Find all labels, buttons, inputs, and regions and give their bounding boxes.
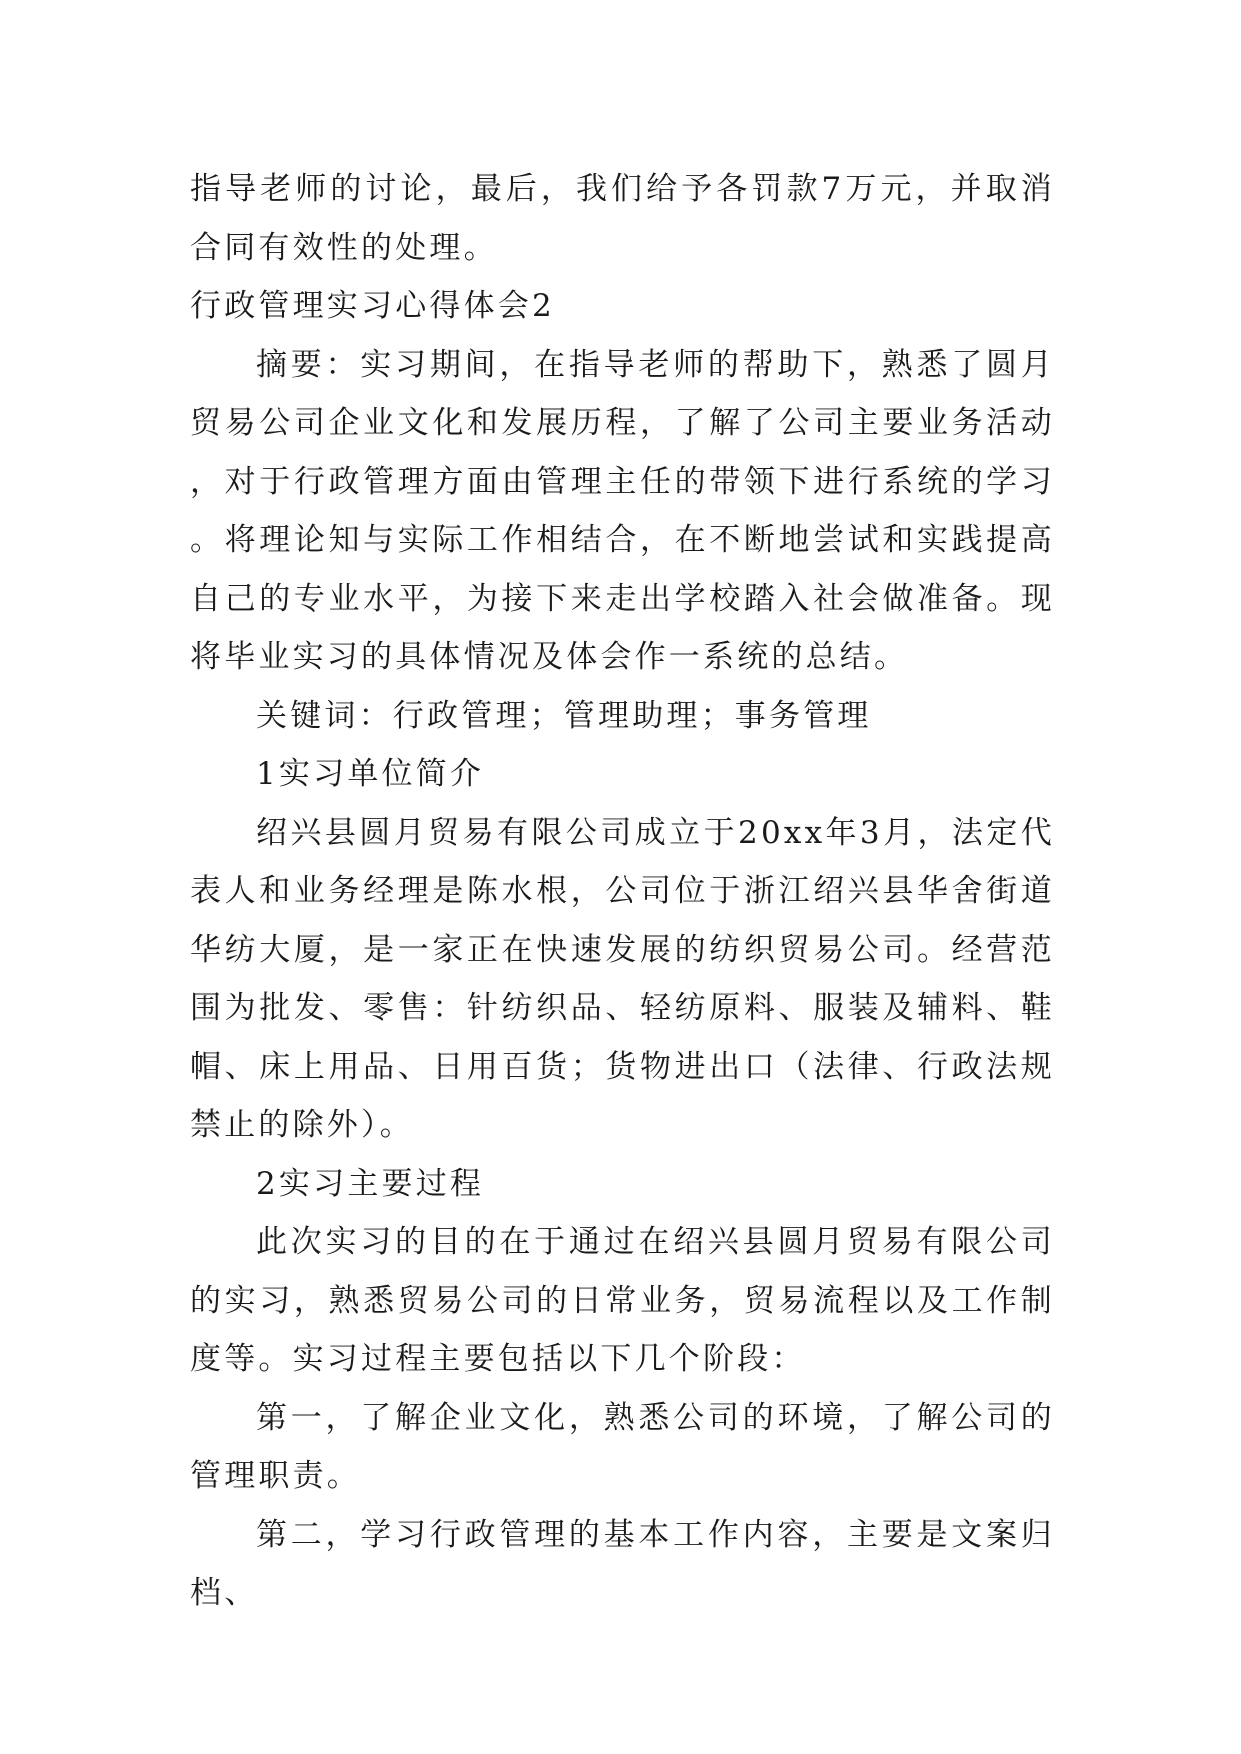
section-title: 行政管理实习心得体会2 bbox=[190, 288, 555, 324]
keywords-line: 关键词：行政管理；管理助理；事务管理 bbox=[256, 697, 872, 734]
stage-one-paragraph: 第一，了解企业文化，熟悉公司的环境，了解公司的管理职责。 bbox=[190, 1399, 1055, 1494]
heading-company-intro: 1实习单位简介 bbox=[256, 756, 485, 792]
company-intro-paragraph: 绍兴县圆月贸易有限公司成立于20xx年3月，法定代表人和业务经理是陈水根，公司位于浙江绍兴县华舍街道华纺大厦，是一家正在快速发展的纺织贸易公司。经营范围为批发、零售：针纺织品、轻纺原料、服装及辅料、鞋帽、床上用品、日用百货；货物进出口（法律、行政法规禁止的除外）。 bbox=[190, 814, 1055, 1143]
heading-internship-process: 2实习主要过程 bbox=[256, 1165, 485, 1202]
internship-purpose-paragraph: 此次实习的目的在于通过在绍兴县圆月贸易有限公司的实习，熟悉贸易公司的日常业务，贸易流程以及工作制度等。实习过程主要包括以下几个阶段： bbox=[190, 1224, 1055, 1377]
paragraph-penalty-conclusion: 指导老师的讨论，最后，我们给予各罚款7万元，并取消合同有效性的处理。 bbox=[190, 171, 1055, 266]
stage-two-paragraph: 第二，学习行政管理的基本工作内容，主要是文案归档、 bbox=[190, 1516, 1055, 1611]
document-page bbox=[190, 160, 1055, 1623]
abstract-paragraph: 摘要：实习期间，在指导老师的帮助下，熟悉了圆月贸易公司企业文化和发展历程，了解了公司主要业务活动，对于行政管理方面由管理主任的带领下进行系统的学习。将理论知与实际工作相结合，在不断地尝试和实践提高自己的专业水平，为接下来走出学校踏入社会做准备。现将毕业实习的具体情况及体会作一系统的总结。 bbox=[190, 346, 1055, 675]
